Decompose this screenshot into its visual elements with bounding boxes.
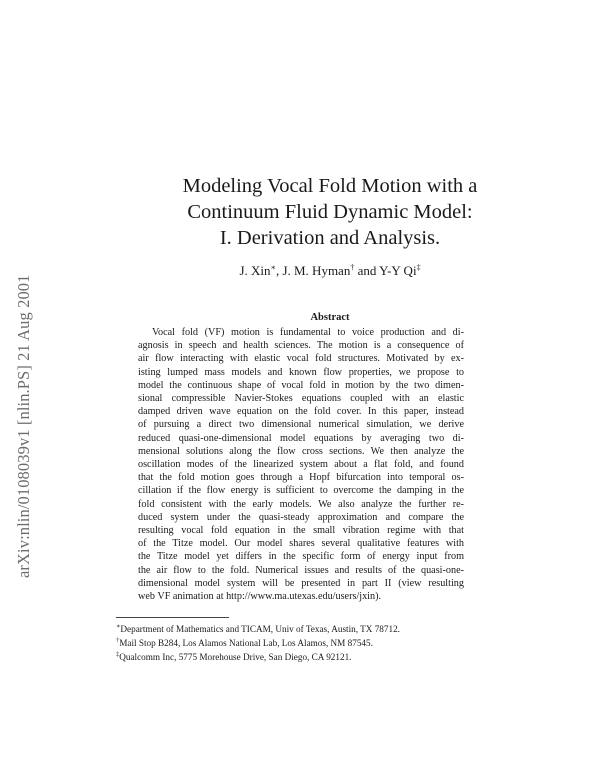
author-separator: , <box>275 263 283 278</box>
abstract-line: resulting vocal fold equation in the small vibration regime with that <box>138 525 464 537</box>
footnote <box>116 635 400 649</box>
abstract-line: agnosis in speech and health sciences. The motion is a consequence of <box>138 340 464 352</box>
author-name: J. M. Hyman <box>282 263 351 278</box>
abstract-line: fold consistent with the early models. We also analyze the further re- <box>138 498 464 510</box>
footnote-mark: ∗ <box>116 623 121 630</box>
footnote-mark: ‡ <box>116 651 120 659</box>
abstract-line: the Titze model yet differs in the specific form of energy input from <box>138 551 464 563</box>
abstract-line: duced system under the quasi-steady approximation and compare the <box>138 511 464 523</box>
abstract-line: Vocal fold (VF) motion is fundamental to voice production and di- <box>152 327 464 338</box>
abstract-line: oscillation modes of the linearized system about a flat fold, and found <box>138 459 464 471</box>
title-line: I. Derivation and Analysis. <box>219 227 441 249</box>
author-name: Y-Y Qi <box>379 263 417 278</box>
abstract-line: mensional solutions along the flow cross sections. We then analyze the <box>138 445 464 457</box>
abstract-line: of pursuing a direct two dimensional numerical simulation, we derive <box>138 419 464 431</box>
abstract-line: isting lumped mass models and known flow properties, we propose to <box>138 366 464 378</box>
abstract-line: air flow interacting with elastic vocal fold structures. Motivated by ex- <box>138 353 464 365</box>
abstract-heading: Abstract <box>310 312 350 323</box>
abstract-line: reduced quasi-one-dimensional model equations by averaging two di- <box>138 432 464 444</box>
footnotes <box>116 621 400 664</box>
author-footnote-mark: ‡ <box>416 263 421 272</box>
footnote-text: Department of Mathematics and TICAM, Univ of Texas, Austin, TX 78712. <box>120 624 400 634</box>
author-name: J. Xin <box>239 263 271 278</box>
abstract-line: of the Titze model. Our model shares several qualitative features with <box>138 538 464 550</box>
author-list <box>100 263 560 279</box>
abstract-line: web VF animation at http://www.ma.utexas.edu/users/jxin). <box>138 591 382 603</box>
abstract-line: that the fold motion goes through a Hopf bifurcation into temporal os- <box>138 472 464 484</box>
title-line: Modeling Vocal Fold Motion with a <box>182 175 478 197</box>
author-separator: and <box>354 263 380 278</box>
footnote-text: Mail Stop B284, Los Alamos National Lab, Los Alamos, NM 87545. <box>119 638 373 649</box>
paper-title <box>100 173 560 251</box>
author-footnote-mark: ∗ <box>270 263 276 272</box>
abstract-line: cillation if the flow energy is sufficient to overcome the damping in the <box>138 485 464 497</box>
footnote <box>116 621 400 635</box>
footnote-mark: † <box>116 637 120 645</box>
abstract-line: dimensional model system will be presented in part II (view resulting <box>138 577 464 589</box>
title-line: Continuum Fluid Dynamic Model: <box>187 201 473 223</box>
footnote-rule <box>116 617 229 618</box>
abstract-line: model the continuous shape of vocal fold in motion by the two dimen- <box>138 379 464 391</box>
abstract-line: sional compressible Navier-Stokes equations coupled with an elastic <box>138 393 464 405</box>
footnote <box>116 649 400 663</box>
abstract-line: the air flow to the fold. Numerical issues and results of the quasi-one- <box>138 564 464 576</box>
author-footnote-mark: † <box>350 263 355 272</box>
arxiv-identifier-stamp: arXiv:nlin/0108039v1 [nlin.PS] 21 Aug 2001 <box>14 274 33 578</box>
footnote-text: Qualcomm Inc, 5775 Morehouse Drive, San Diego, CA 92121. <box>119 652 352 663</box>
abstract-body <box>138 326 464 603</box>
abstract-line: damped driven wave equation on the fold cover. In this paper, instead <box>138 406 464 418</box>
